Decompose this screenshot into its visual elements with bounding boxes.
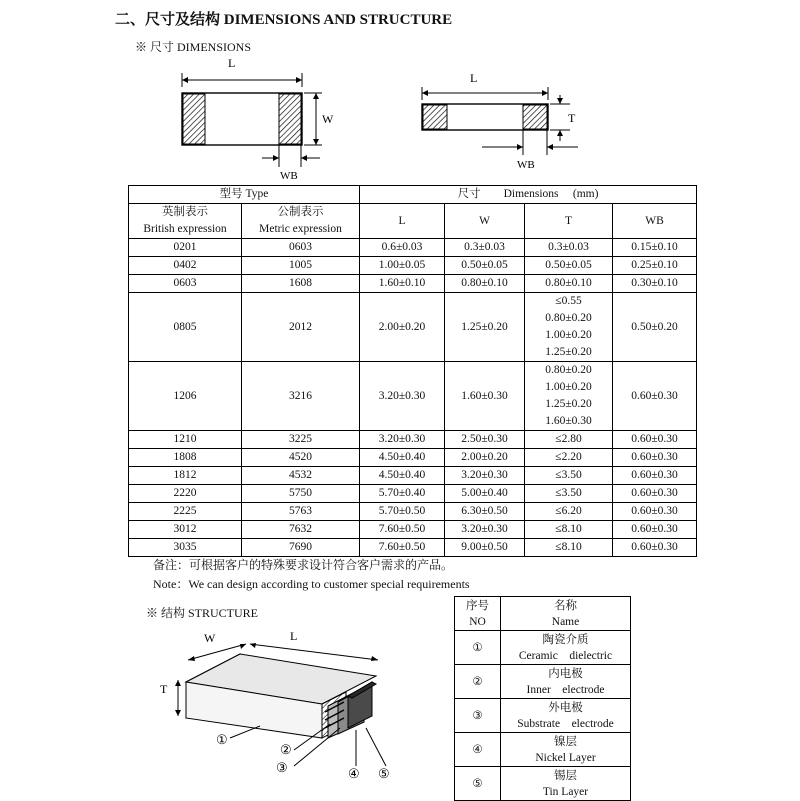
cell-british: 0201 — [129, 239, 242, 257]
top-view-W-label: W — [322, 112, 334, 126]
cell-WB: 0.60±0.30 — [613, 539, 697, 557]
cell-T — [525, 239, 613, 257]
cell-metric: 4532 — [242, 467, 360, 485]
cell-L: 7.60±0.50 — [360, 539, 445, 557]
cell-british: 0402 — [129, 257, 242, 275]
cell-W: 0.80±0.10 — [445, 275, 525, 293]
structure-no: ④ — [455, 733, 501, 767]
table-row — [129, 239, 697, 257]
top-view-WB-label: WB — [280, 170, 298, 182]
cell-T — [525, 449, 613, 467]
cell-british: 2225 — [129, 503, 242, 521]
cell-WB: 0.60±0.30 — [613, 485, 697, 503]
cell-metric: 3225 — [242, 431, 360, 449]
table-row — [129, 449, 697, 467]
structure-name-zh: 陶瓷介质 — [542, 633, 589, 646]
cell-metric: 7632 — [242, 521, 360, 539]
cell-british: 0805 — [129, 293, 242, 362]
callout-1: ① — [216, 732, 228, 747]
british-header — [129, 204, 242, 239]
section-title: 二、尺寸及结构 DIMENSIONS AND STRUCTURE — [115, 12, 453, 28]
cell-W: 1.60±0.30 — [445, 362, 525, 431]
cell-british: 1808 — [129, 449, 242, 467]
cell-L: 1.00±0.05 — [360, 257, 445, 275]
structure-row — [455, 733, 631, 767]
cell-WB: 0.60±0.30 — [613, 362, 697, 431]
cell-W: 0.50±0.05 — [445, 257, 525, 275]
cell-T — [525, 431, 613, 449]
structure-row — [455, 665, 631, 699]
table-row — [129, 293, 697, 362]
cell-L: 5.70±0.40 — [360, 485, 445, 503]
cell-T-value: 0.50±0.05 — [545, 259, 592, 271]
cell-WB: 0.60±0.30 — [613, 431, 697, 449]
name-header-zh: 名称 — [554, 599, 577, 612]
cell-T — [525, 275, 613, 293]
structure-name-en: Inner electrode — [526, 683, 605, 696]
cell-metric: 5750 — [242, 485, 360, 503]
cell-WB: 0.15±0.10 — [613, 239, 697, 257]
structure-name — [501, 631, 631, 665]
table-row — [129, 467, 697, 485]
name-header — [501, 597, 631, 631]
cell-T-value: 0.80±0.20 — [545, 364, 592, 376]
cell-T — [525, 539, 613, 557]
top-view-diagram — [170, 55, 340, 185]
cell-T — [525, 257, 613, 275]
cell-L: 4.50±0.40 — [360, 449, 445, 467]
cell-T-value: 1.00±0.20 — [545, 329, 592, 341]
cell-WB: 0.60±0.30 — [613, 503, 697, 521]
table-row — [129, 275, 697, 293]
col-W-header: W — [445, 204, 525, 239]
side-view-WB-label: WB — [517, 159, 535, 171]
cell-metric: 2012 — [242, 293, 360, 362]
cell-L: 3.20±0.30 — [360, 362, 445, 431]
cell-L: 2.00±0.20 — [360, 293, 445, 362]
metric-header-en: Metric expression — [259, 223, 342, 235]
cell-T-value: ≤0.55 — [555, 295, 582, 307]
cell-L: 3.20±0.30 — [360, 431, 445, 449]
cell-L: 7.60±0.50 — [360, 521, 445, 539]
cell-british: 1206 — [129, 362, 242, 431]
dimensions-heading: ※ 尺寸 DIMENSIONS — [135, 40, 252, 54]
cell-T-value: ≤8.10 — [555, 523, 582, 535]
cell-british: 1812 — [129, 467, 242, 485]
structure-name — [501, 733, 631, 767]
structure-name-en: Nickel Layer — [535, 751, 596, 764]
cell-metric: 0603 — [242, 239, 360, 257]
cell-WB: 0.50±0.20 — [613, 293, 697, 362]
col-L-header: L — [360, 204, 445, 239]
cell-T-value: 1.60±0.30 — [545, 415, 592, 427]
cell-T-value: 0.3±0.03 — [548, 241, 589, 253]
type-header: 型号 Type — [129, 186, 360, 204]
structure-name — [501, 699, 631, 733]
cell-T — [525, 503, 613, 521]
structure-name-en: Tin Layer — [542, 785, 589, 798]
structure-W-label: W — [204, 631, 216, 645]
cell-W: 2.00±0.20 — [445, 449, 525, 467]
top-view-L-label: L — [228, 56, 236, 70]
cell-T-value: ≤3.50 — [555, 469, 582, 481]
side-view-T-label: T — [568, 111, 576, 125]
cell-T-value: 1.25±0.20 — [545, 346, 592, 358]
cell-W: 5.00±0.40 — [445, 485, 525, 503]
structure-name-zh: 内电极 — [548, 667, 583, 680]
structure-name — [501, 767, 631, 801]
callout-4: ④ — [348, 766, 360, 781]
structure-row — [455, 767, 631, 801]
cell-T-value: ≤8.10 — [555, 541, 582, 553]
cell-T — [525, 467, 613, 485]
structure-no: ③ — [455, 699, 501, 733]
cell-T-value: 0.80±0.10 — [545, 277, 592, 289]
cell-T — [525, 362, 613, 431]
cell-T-value: ≤3.50 — [555, 487, 582, 499]
table-row — [129, 521, 697, 539]
structure-table — [454, 596, 631, 801]
structure-L-label: L — [290, 629, 298, 643]
cell-WB: 0.60±0.30 — [613, 521, 697, 539]
table-row — [129, 257, 697, 275]
note-en: Note：We can design according to customer special requirements — [153, 577, 470, 591]
structure-name-zh: 锡层 — [554, 769, 577, 782]
cell-T — [525, 521, 613, 539]
cell-L: 1.60±0.10 — [360, 275, 445, 293]
cell-W: 1.25±0.20 — [445, 293, 525, 362]
note-zh: 备注：可根据客户的特殊要求设计符合客户需求的产品。 — [153, 558, 454, 572]
col-T-header: T — [525, 204, 613, 239]
cell-british: 2220 — [129, 485, 242, 503]
cell-metric: 7690 — [242, 539, 360, 557]
table-row — [129, 503, 697, 521]
structure-name-en: Substrate electrode — [517, 717, 614, 730]
british-header-zh: 英制表示 — [162, 206, 208, 218]
cell-W: 3.20±0.30 — [445, 467, 525, 485]
callout-3: ③ — [276, 760, 288, 775]
cell-L: 4.50±0.40 — [360, 467, 445, 485]
cell-W: 0.3±0.03 — [445, 239, 525, 257]
cell-L: 5.70±0.50 — [360, 503, 445, 521]
structure-name-zh: 外电极 — [548, 701, 583, 714]
cell-L: 0.6±0.03 — [360, 239, 445, 257]
cell-W: 3.20±0.30 — [445, 521, 525, 539]
cell-british: 3035 — [129, 539, 242, 557]
table-row — [129, 431, 697, 449]
structure-no: ② — [455, 665, 501, 699]
cell-WB: 0.30±0.10 — [613, 275, 697, 293]
cell-metric: 5763 — [242, 503, 360, 521]
cell-T-value: 0.80±0.20 — [545, 312, 592, 324]
cell-W: 9.00±0.50 — [445, 539, 525, 557]
no-header — [455, 597, 501, 631]
side-view-diagram — [410, 55, 590, 175]
cell-WB: 0.25±0.10 — [613, 257, 697, 275]
cell-T-value: ≤6.20 — [555, 505, 582, 517]
callout-2: ② — [280, 742, 292, 757]
structure-no: ⑤ — [455, 767, 501, 801]
cell-WB: 0.60±0.30 — [613, 449, 697, 467]
cell-british: 1210 — [129, 431, 242, 449]
cell-metric: 1005 — [242, 257, 360, 275]
cell-T-value: ≤2.80 — [555, 433, 582, 445]
no-header-zh: 序号 — [466, 599, 489, 612]
side-view-L-label: L — [470, 71, 478, 85]
cell-metric: 4520 — [242, 449, 360, 467]
table-row — [129, 362, 697, 431]
structure-no: ① — [455, 631, 501, 665]
cell-T-value: ≤2.20 — [555, 451, 582, 463]
cell-metric: 1608 — [242, 275, 360, 293]
dimensions-table — [128, 185, 697, 557]
col-WB-header: WB — [613, 204, 697, 239]
structure-name-en: Ceramic dielectric — [518, 649, 613, 662]
cell-T — [525, 293, 613, 362]
structure-name — [501, 665, 631, 699]
table-row — [129, 485, 697, 503]
callout-5: ⑤ — [378, 766, 390, 781]
cell-W: 2.50±0.30 — [445, 431, 525, 449]
metric-header — [242, 204, 360, 239]
table-row — [129, 539, 697, 557]
structure-row — [455, 699, 631, 733]
structure-heading: ※ 结构 STRUCTURE — [146, 606, 259, 620]
british-header-en: British expression — [143, 223, 227, 235]
no-header-en: NO — [469, 615, 486, 628]
dimensions-header: 尺寸 Dimensions (mm) — [360, 186, 697, 204]
cell-T-value: 1.00±0.20 — [545, 381, 592, 393]
metric-header-zh: 公制表示 — [277, 206, 324, 218]
structure-name-zh: 镍层 — [554, 735, 577, 748]
cell-metric: 3216 — [242, 362, 360, 431]
cell-british: 3012 — [129, 521, 242, 539]
cell-WB: 0.60±0.30 — [613, 467, 697, 485]
structure-diagram — [150, 620, 410, 790]
cell-W: 6.30±0.50 — [445, 503, 525, 521]
cell-T-value: 1.25±0.20 — [545, 398, 592, 410]
cell-T — [525, 485, 613, 503]
name-header-en: Name — [551, 615, 580, 628]
structure-T-label: T — [160, 682, 168, 696]
structure-row — [455, 631, 631, 665]
cell-british: 0603 — [129, 275, 242, 293]
